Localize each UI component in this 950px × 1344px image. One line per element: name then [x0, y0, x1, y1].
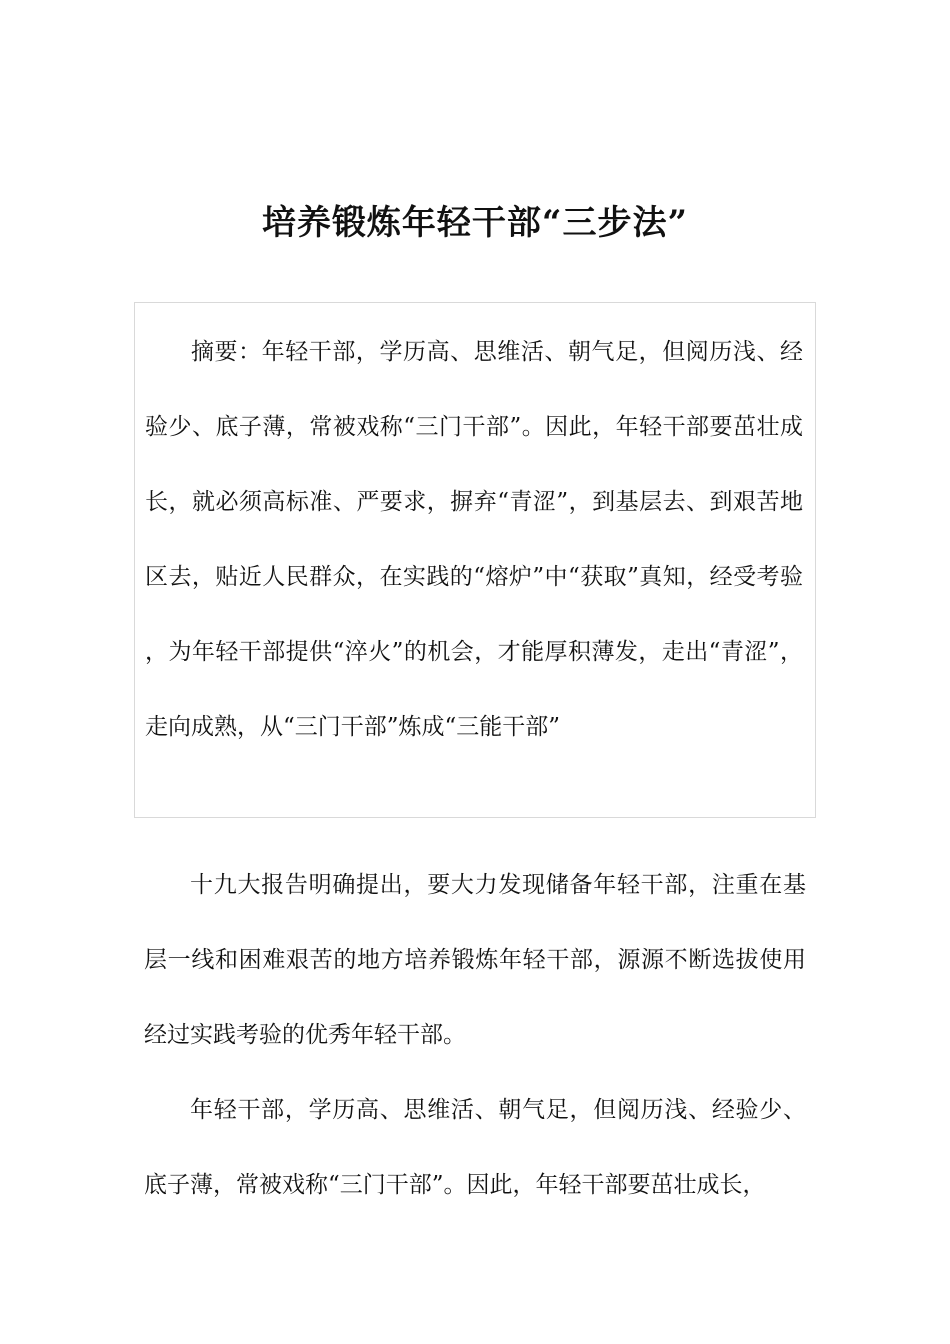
abstract-text: 摘要：年轻干部，学历高、思维活、朝气足，但阅历浅、经验少、底子薄，常被戏称“三门干部”。因此，年轻干部要茁壮成长，就必须高标准、严要求，摒弃“青涩”，到基层去、到艰苦地区去，贴近人民群众，在实践的“熔炉”中“获取”真知，经受考验，为年轻干部提供“淬火”的机会，才能厚积薄发，走出“青涩”，走向成熟，从“三门干部”炼成“三能干部” — [145, 339, 803, 740]
abstract-box — [134, 302, 816, 818]
document-title: 培养锻炼年轻干部“三步法” — [261, 203, 689, 243]
body-paragraph-2: 年轻干部，学历高、思维活、朝气足，但阅历浅、经验少、底子薄，常被戏称“三门干部”。因此，年轻干部要茁壮成长， — [144, 1097, 806, 1198]
body-paragraph-1: 十九大报告明确提出，要大力发现储备年轻干部，注重在基层一线和困难艰苦的地方培养锻炼年轻干部，源源不断选拔使用经过实践考验的优秀年轻干部。 — [144, 872, 806, 1048]
body-text — [144, 848, 806, 1223]
